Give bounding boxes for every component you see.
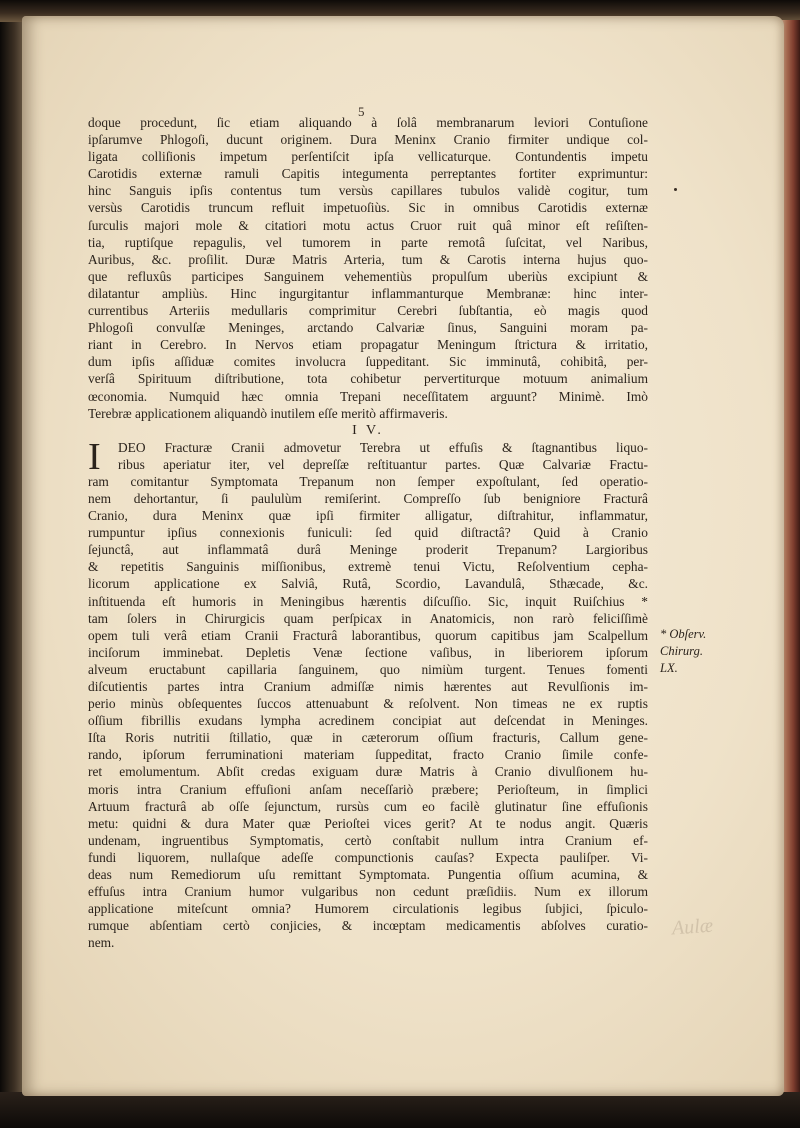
margin-note-line: * Obſerv.: [660, 627, 707, 641]
text-line: nem.: [88, 935, 115, 951]
text-line: undenam, ingruentibus Symptomatis, certò conſtabit nullum intra Cranium ef-: [88, 832, 648, 848]
show-through-mark: Aulæ: [671, 914, 714, 940]
margin-note-line: LX.: [660, 661, 678, 675]
text-line: perio minùs obſequentes ſuccos attenuabunt & reſolvent. Non timeas ne ex ruptis: [88, 696, 648, 712]
text-line: tia, ruptiſque repagulis, vel tumorem in parte remotâ ſuſcitat, vel Naribus,: [88, 234, 648, 250]
text-line: DEO Fracturæ Cranii admovetur Terebra ut effuſis & ſtagnantibus liquo-: [118, 439, 648, 455]
text-line: Cranio, dura Meninx quæ ipſi firmiter alligatur, diſtrahitur, inflammatur,: [88, 508, 648, 524]
text-line: ſejunctâ, aut inflammatâ durâ Meninge proderit Trepanum? Largioribus: [88, 542, 648, 558]
book-bottom-edge: [0, 1092, 800, 1128]
drop-cap: I: [88, 435, 101, 478]
ink-dot: [674, 188, 677, 191]
text-line: dilatantur ampliùs. Hinc ingurgitantur inflammanturque Membranæ: hinc inter-: [88, 285, 648, 301]
text-line: applicatione miteſcunt omnia? Humorem circulationis legibus ſubjici, ſpiculo-: [88, 901, 648, 917]
text-line: inciſorum imminebat. Depletis Venæ ſectione vaſibus, in liberiorem ipſorum: [88, 644, 648, 660]
text-line: alveum eructabunt capillaria ſanguinem, quo nimiùm turgent. Tenues fomenti: [88, 661, 648, 677]
text-line: Artuum fracturâ ab oſſe ſejunctum, rursùs cum eo facilè glutinatur ſine effuſionis: [88, 798, 648, 814]
text-line: Iſta Roris nutritii ſtillatio, quæ in cæterorum oſſium fracturis, Callum gene-: [88, 730, 648, 746]
text-line: hinc Sanguis ipſis contentus tum versùs capillares tubulos validè cogitur, tum: [88, 183, 648, 199]
text-line: Auribus, &c. proſilit. Duræ Matris Arteria, tum & Carotis interna hujus quo-: [88, 251, 648, 267]
section-heading: I V.: [352, 422, 384, 438]
text-line: ligata colliſionis impetum perſentiſcit ipſa vellicaturque. Contundentis impetu: [88, 149, 648, 165]
text-line: nem dehortantur, ſi paululùm remiſerint. Compreſſo ſub benigniore Fracturâ: [88, 490, 648, 506]
main-text: [88, 114, 648, 952]
text-line: dum ipſis aſſiduæ comites involucra ſuppeditant. Sic imminutâ, cohibitâ, per-: [88, 354, 648, 370]
text-line: rumpuntur ipſius connexionis funiculi: ſed quid diſtractâ? Quid à Cranio: [88, 525, 648, 541]
book-page: [22, 16, 784, 1096]
text-line: metu: quidni & dura Mater quæ Perioſtei vices gerit? At te nodus angit. Quæris: [88, 815, 648, 831]
text-line: verſâ Spirituum diſtributione, tota cohibetur pervertiturque motuum animalium: [88, 371, 648, 387]
text-line: œconomia. Numquid hæc omnia Trepani neceſſitatem arguunt? Minimè. Imò: [88, 388, 648, 404]
page-number: 5: [358, 104, 365, 119]
text-line: que refluxûs participes Sanguinem vehementiùs propulſum uberiùs excipiunt &: [88, 268, 648, 284]
text-line: Phlogoſi convulſæ Meninges, arctando Calvariæ ſinus, Sanguini moram pa-: [88, 320, 648, 336]
text-line: effuſus intra Cranium humor vulgaribus non cedunt præſidiis. Num ex illorum: [88, 884, 648, 900]
text-line: opem tuli verâ etiam Cranii Fracturâ laborantibus, quorum capitibus jam Scalpellum: [88, 627, 648, 643]
text-line: licorum applicatione ex Salviâ, Rutâ, Scordio, Lavandulâ, Sthæcade, &c.: [88, 576, 648, 592]
text-line: ipſarumve Phlogoſi, ducunt originem. Dura Meninx Cranio firmiter undique col-: [88, 132, 648, 148]
text-line: versùs Carotidis truncum refluit impetuoſiùs. Sic in omnibus Carotidis externæ: [88, 200, 648, 216]
text-line: deas num Remediorum uſu remittant Symptomata. Pungentia oſſium acumina, &: [88, 867, 648, 883]
text-line: tam ſolers in Chirurgicis quam perſpicax in Anatomicis, non rarò feliciſſimè: [88, 610, 648, 626]
text-line: ret emolumentum. Abſit credas exiguam duræ Matris à Cranio divulſionem hu-: [88, 764, 648, 780]
text-line: diſcutientis partes intra Cranium admiſſæ nimis hærentes aut Revulſionis im-: [88, 679, 648, 694]
text-line: & repetitis Sanguinis miſſionibus, extremè tenui Victu, Reſolventium cepha-: [88, 559, 648, 575]
paragraph-top: [88, 114, 648, 422]
text-line: rando, ipſorum ferruminationi materiam ſuppeditat, fracto Cranio ſimile confe-: [88, 747, 648, 763]
text-line: inſtituenda eſt humoris in Meningibus hærentis diſcuſſio. Sic, inquit Ruiſchius *: [88, 593, 648, 609]
text-line: rumque abſentiam certò conjicies, & incœptam medicamentis abſolves curatio-: [88, 918, 648, 934]
text-line: oſſium fibrillis exudans lympha acredinem concipiat aut deſcendat in Meninges.: [88, 713, 648, 729]
text-line: fundi liquorem, nullaſque adeſſe compunctionis cauſas? Expecta pauliſper. Vi-: [88, 849, 648, 865]
margin-note-line: Chirurg.: [660, 644, 703, 658]
text-line: currentibus Arteriis medullaris comprimitur Cerebri ſubſtantia, eò magis quod: [88, 303, 648, 319]
text-line: ram comitantur Symptomata Trepanum non ſemper expoſtulant, ſed operatio-: [88, 473, 648, 489]
paragraph-iv: [88, 435, 648, 952]
text-line: Terebræ applicationem aliquandò inutilem eſſe meritò affirmaveris.: [88, 405, 448, 421]
text-line: moris intra Cranium effuſioni anſam neceſſariò præbere; Perioſteum, in ſimplici: [88, 781, 648, 797]
text-line: riant in Cerebro. In Nervos etiam propagatur Meningum ſtrictura & irritatio,: [88, 337, 648, 353]
text-line: ſurculis majori mole & citatiori motu actus Cruor ruit quâ minor eſt reſiſten-: [88, 217, 648, 233]
margin-note: [660, 626, 740, 677]
text-line: doque procedunt, ſic etiam aliquando à ſolâ membranarum leviori Contuſione: [88, 115, 648, 130]
text-line: ribus aperiatur iter, vel depreſſæ reſtituantur partes. Quæ Calvariæ Fractu-: [118, 456, 648, 472]
text-line: Carotidis externæ ramuli Capitis integumenta perreptantes fortiter exprimuntur:: [88, 166, 648, 182]
